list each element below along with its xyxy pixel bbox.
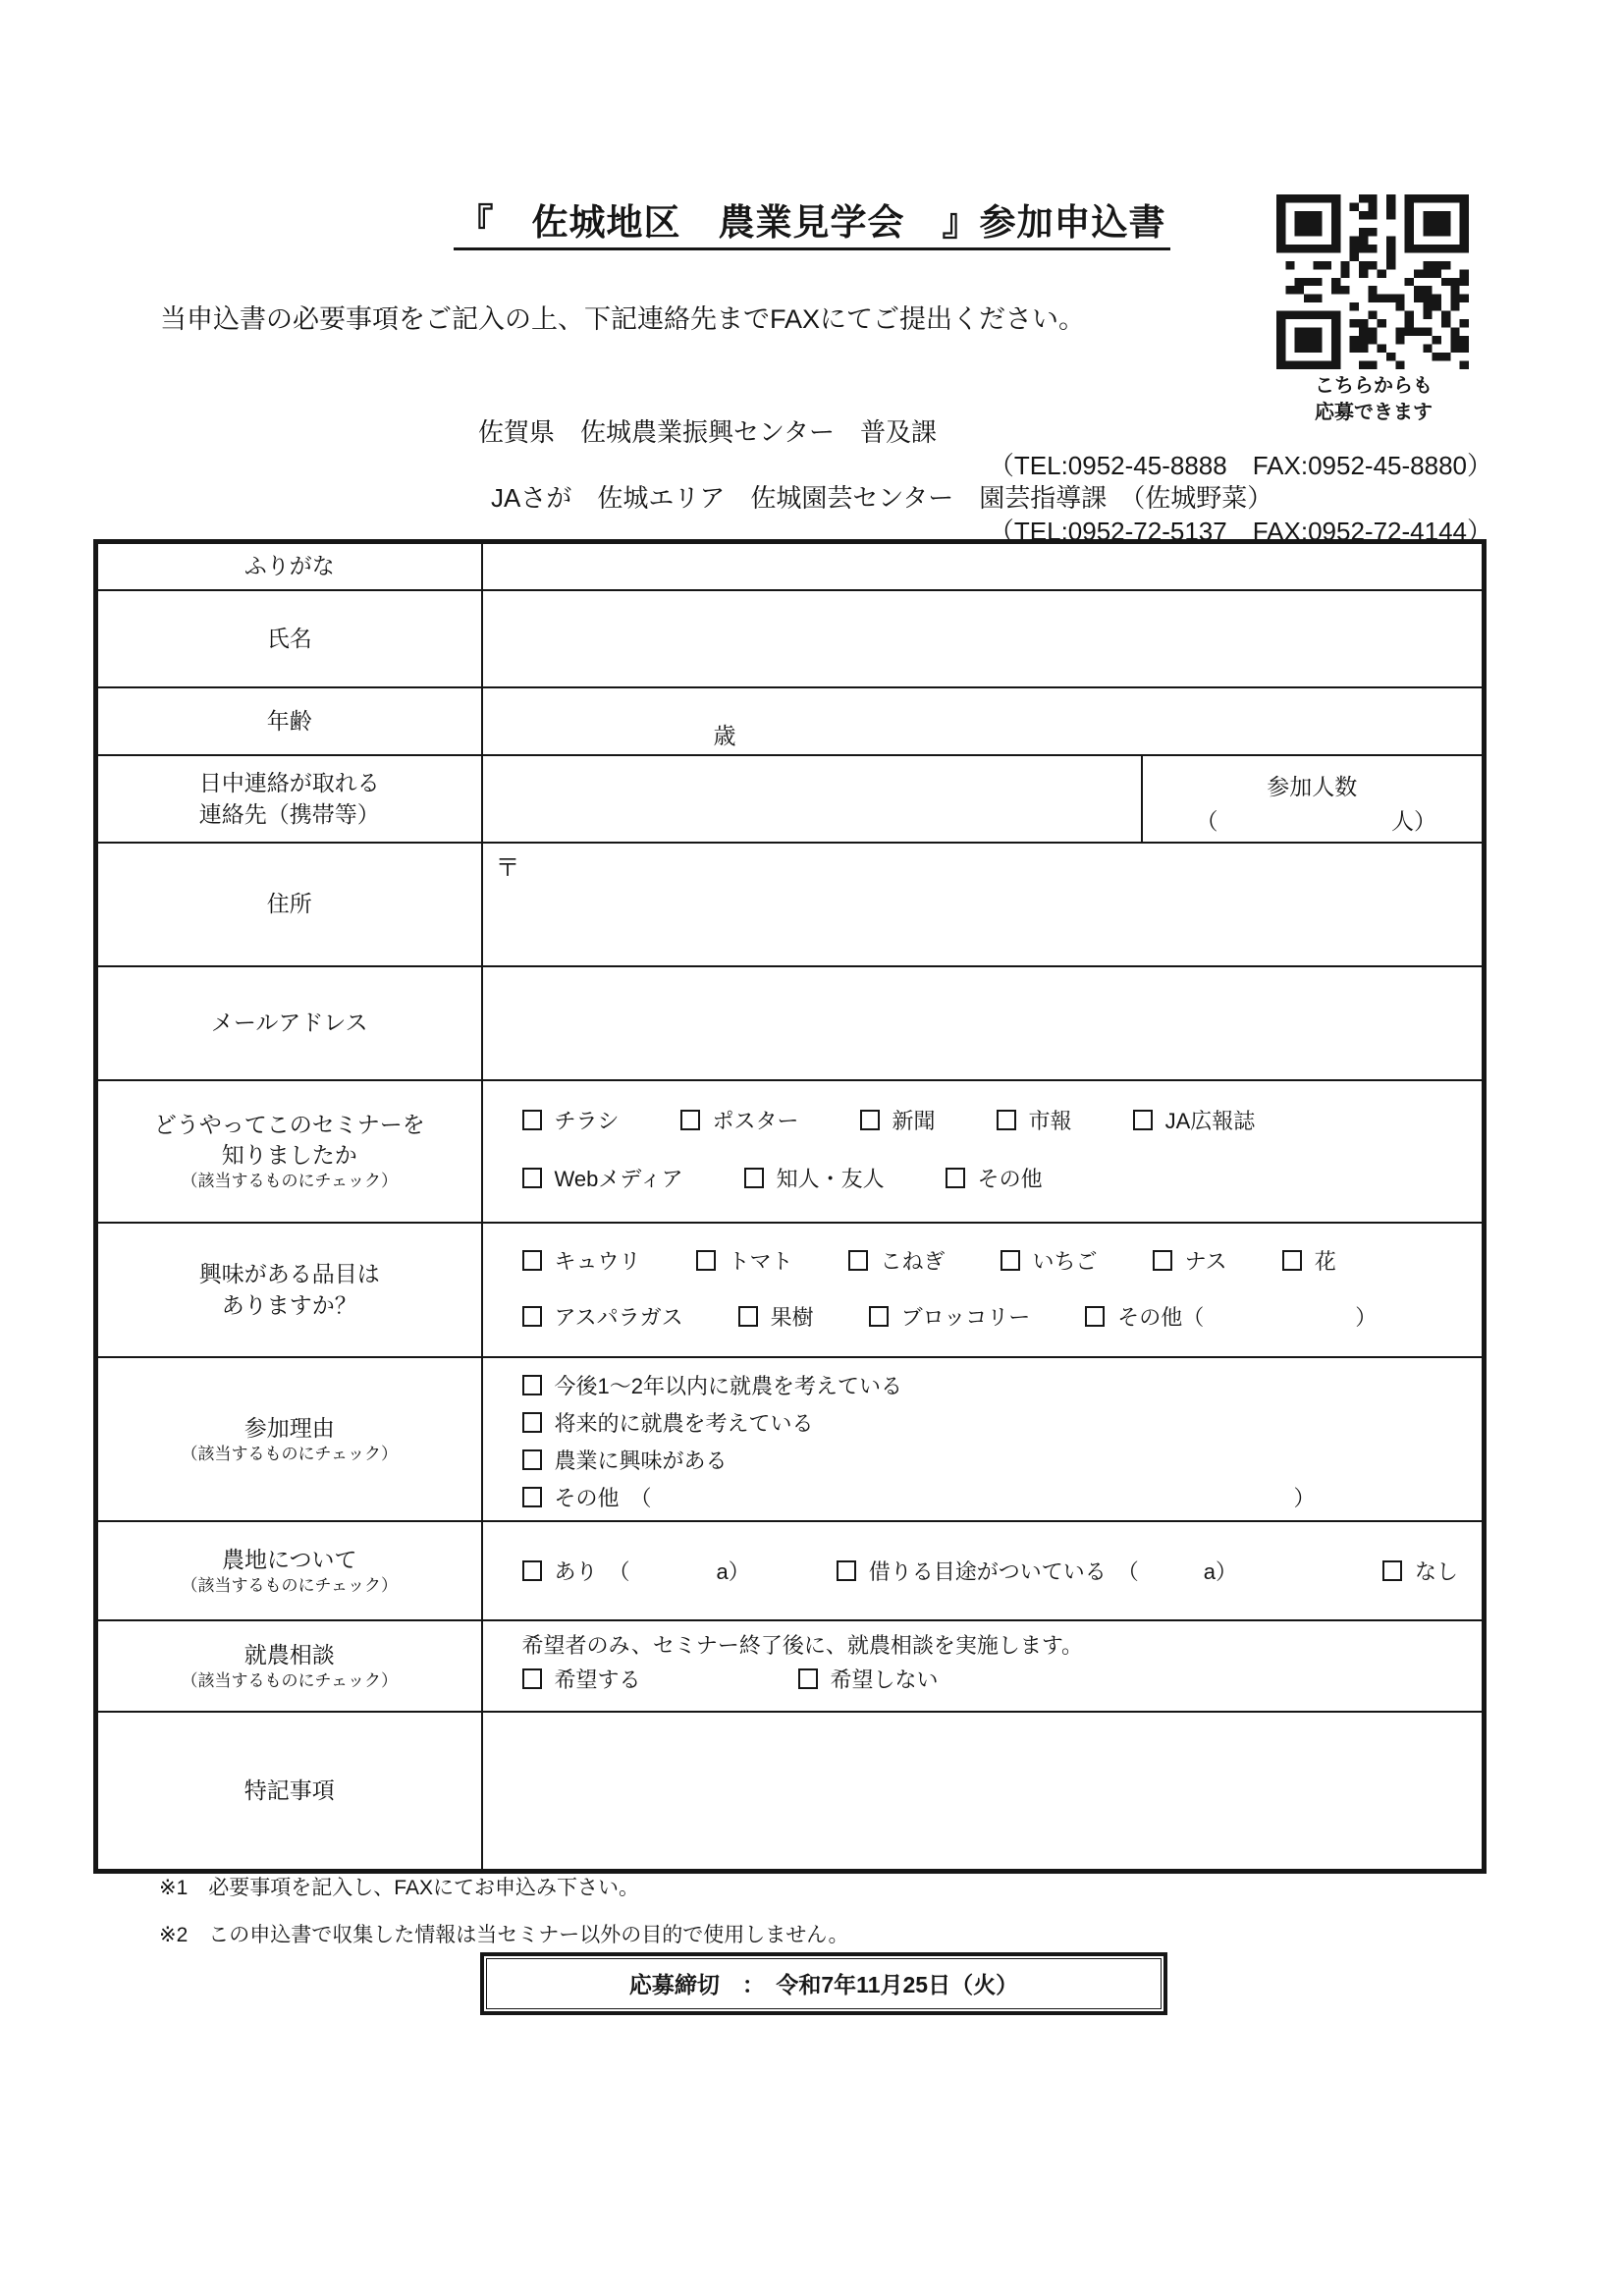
- interest-items-field: [482, 1223, 1485, 1357]
- participants-unit-label: 人）: [1391, 808, 1436, 834]
- contact-1-tel-fax: （TEL:0952-45-8888 FAX:0952-45-8880）: [988, 451, 1492, 480]
- option-label: 希望しない: [830, 1667, 939, 1692]
- participation-reason-field: [482, 1357, 1485, 1521]
- option-label: 花: [1314, 1249, 1336, 1274]
- deadline-text: 応募締切 ： 令和7年11月25日（火）: [486, 1958, 1162, 2009]
- checkbox-farmland-owned[interactable]: [522, 1560, 542, 1581]
- row-special-notes: [96, 1712, 1485, 1872]
- option-label: 借りる目途がついている （ a）: [868, 1559, 1237, 1584]
- checkbox-cucumber[interactable]: [522, 1250, 542, 1271]
- option-label: Webメディア: [554, 1167, 683, 1191]
- row-label-farmland-text: 農地について: [221, 1546, 357, 1572]
- qr-block: [1276, 194, 1471, 426]
- checkbox-consultation-yes[interactable]: [522, 1668, 542, 1689]
- row-farmland: [96, 1521, 1485, 1620]
- option-label: アスパラガス: [554, 1305, 683, 1330]
- row-participation-reason: [96, 1357, 1485, 1521]
- row-age: [96, 687, 1485, 755]
- checkbox-flyer[interactable]: [522, 1110, 542, 1130]
- qr-code: [1276, 194, 1469, 369]
- row-label-reason: 参加理由: [243, 1414, 335, 1441]
- row-label-how-heard-line2: 知りましたか: [221, 1142, 357, 1169]
- row-label-address: 住所: [96, 843, 482, 966]
- option-label: いちご: [1032, 1249, 1098, 1274]
- row-label-email: メールアドレス: [96, 966, 482, 1080]
- consultation-note: 希望者のみ、セミナー終了後に、就農相談を実施します。: [521, 1633, 1084, 1658]
- checkbox-other-reason[interactable]: [522, 1487, 542, 1507]
- row-sublabel-how-heard: （該当するものにチェック）: [181, 1172, 398, 1191]
- option-label: なし: [1415, 1559, 1459, 1584]
- row-label-consultation-text: 就農相談: [243, 1641, 335, 1667]
- qr-caption-line1: こちらからも: [1315, 375, 1433, 397]
- participants-field[interactable]: [1142, 755, 1485, 843]
- option-label: チラシ: [554, 1109, 620, 1133]
- checkbox-strawberry[interactable]: [1001, 1250, 1020, 1271]
- row-label-consultation: [96, 1620, 482, 1712]
- option-label: ブロッコリー: [900, 1305, 1031, 1330]
- participants-paren-open: （: [1195, 808, 1218, 834]
- checkbox-web-media[interactable]: [522, 1168, 542, 1188]
- row-sublabel-consultation: （該当するものにチェック）: [181, 1670, 398, 1690]
- email-field[interactable]: [482, 966, 1485, 1080]
- row-sublabel-reason: （該当するものにチェック）: [181, 1444, 398, 1463]
- contact-2-name: JAさが 佐城エリア 佐城園芸センター 園芸指導課 （佐城野菜）: [491, 483, 1273, 513]
- checkbox-green-onion[interactable]: [848, 1250, 868, 1271]
- qr-caption: [1276, 373, 1471, 426]
- option-label: 市報: [1028, 1109, 1072, 1133]
- name-field[interactable]: [482, 590, 1485, 687]
- application-form-table: [93, 539, 1487, 1874]
- row-label-daytime-contact-line1: 日中連絡が取れる: [198, 770, 380, 796]
- participants-parens: [1143, 801, 1483, 836]
- row-daytime-contact: [96, 755, 1485, 843]
- checkbox-flower[interactable]: [1282, 1250, 1302, 1271]
- row-label-special-notes: 特記事項: [96, 1712, 482, 1872]
- row-interest-items: [96, 1223, 1485, 1357]
- option-label: あり （ a）: [554, 1559, 750, 1584]
- option-label: 果樹: [770, 1305, 814, 1330]
- option-label: ナス: [1184, 1249, 1227, 1274]
- row-how-heard: [96, 1080, 1485, 1223]
- address-field[interactable]: [482, 843, 1485, 966]
- row-label-daytime-contact-line2: 連絡先（携帯等）: [198, 800, 380, 827]
- option-label: ポスター: [712, 1109, 799, 1133]
- checkbox-other-crop[interactable]: [1085, 1306, 1105, 1327]
- checkbox-fruit-tree[interactable]: [738, 1306, 758, 1327]
- page-title: 『 佐城地区 農業見学会 』参加申込書: [0, 192, 1623, 246]
- how-heard-field: [482, 1080, 1485, 1223]
- row-label-furigana: ふりがな: [96, 542, 482, 591]
- participants-label: 参加人数: [1267, 774, 1358, 799]
- checkbox-tomato[interactable]: [696, 1250, 716, 1271]
- checkbox-asparagus[interactable]: [522, 1306, 542, 1327]
- checkbox-city-report[interactable]: [997, 1110, 1016, 1130]
- checkbox-future-farming[interactable]: [522, 1412, 542, 1433]
- checkbox-poster[interactable]: [680, 1110, 700, 1130]
- checkbox-ja-newsletter[interactable]: [1133, 1110, 1153, 1130]
- checkbox-acquaintance[interactable]: [744, 1168, 764, 1188]
- special-notes-field[interactable]: [482, 1712, 1485, 1872]
- option-label: 希望する: [554, 1667, 641, 1692]
- row-label-age: 年齢: [96, 687, 482, 755]
- checkbox-other-source[interactable]: [946, 1168, 965, 1188]
- farmland-field: [482, 1521, 1485, 1620]
- footnote-1: ※1 必要事項を記入し、FAXにてお申込み下さい。: [159, 1877, 639, 1899]
- footnote-2: ※2 この申込書で収集した情報は当セミナー以外の目的で使用しません。: [159, 1924, 849, 1946]
- option-label: こねぎ: [880, 1249, 946, 1274]
- option-label: 農業に興味がある: [554, 1449, 728, 1473]
- row-label-how-heard-line1: どうやってこのセミナーを: [153, 1111, 425, 1137]
- row-address: [96, 843, 1485, 966]
- option-label: 今後1～2年以内に就農を考えている: [554, 1374, 902, 1398]
- option-label: JA広報誌: [1164, 1109, 1256, 1133]
- other-reason-close-paren: ）: [1293, 1486, 1316, 1510]
- option-label: その他 （: [554, 1486, 652, 1510]
- furigana-field[interactable]: [482, 542, 1485, 591]
- row-label-daytime-contact: [96, 755, 482, 843]
- row-label-interest-line1: 興味がある品目は: [198, 1261, 380, 1287]
- checkbox-interest-agriculture[interactable]: [522, 1449, 542, 1470]
- checkbox-start-farming-1-2yrs[interactable]: [522, 1375, 542, 1395]
- option-label: 将来的に就農を考えている: [554, 1411, 814, 1436]
- contact-2-tel-fax: （TEL:0952-72-5137 FAX:0952-72-4144）: [988, 517, 1492, 546]
- option-label: 知人・友人: [776, 1167, 885, 1191]
- row-furigana: [96, 542, 1485, 591]
- option-label: 新聞: [892, 1109, 936, 1133]
- option-label: トマト: [728, 1249, 793, 1274]
- option-label: その他（ ）: [1117, 1305, 1378, 1330]
- postal-mark: 〒: [495, 854, 520, 882]
- row-label-interest-line2: ありますか？: [221, 1291, 357, 1318]
- row-name: [96, 590, 1485, 687]
- checkbox-consultation-no[interactable]: [798, 1668, 818, 1689]
- consultation-field: [482, 1620, 1485, 1712]
- instruction-text: 当申込書の必要事項をご記入の上、下記連絡先までFAXにてご提出ください。: [160, 304, 1086, 334]
- option-label: キュウリ: [554, 1249, 641, 1274]
- row-label-farmland: [96, 1521, 482, 1620]
- qr-caption-line2: 応募できます: [1315, 402, 1433, 423]
- row-label-how-heard: [96, 1080, 482, 1223]
- option-label: その他: [977, 1167, 1043, 1191]
- row-farming-consultation: [96, 1620, 1485, 1712]
- row-sublabel-farmland: （該当するものにチェック）: [181, 1575, 398, 1595]
- checkbox-broccoli[interactable]: [869, 1306, 889, 1327]
- checkbox-newspaper[interactable]: [860, 1110, 880, 1130]
- row-label-participation-reason: [96, 1357, 482, 1521]
- age-field[interactable]: [482, 687, 1485, 755]
- checkbox-farmland-rental-planned[interactable]: [837, 1560, 856, 1581]
- deadline-box: [480, 1952, 1167, 2015]
- row-email: [96, 966, 1485, 1080]
- row-label-interest-items: [96, 1223, 482, 1357]
- contact-1-name: 佐賀県 佐城農業振興センター 普及課: [478, 417, 937, 447]
- row-label-name: 氏名: [96, 590, 482, 687]
- age-unit-label: 歳: [713, 723, 736, 748]
- checkbox-farmland-none[interactable]: [1382, 1560, 1402, 1581]
- checkbox-eggplant[interactable]: [1153, 1250, 1172, 1271]
- phone-field[interactable]: [482, 755, 1142, 843]
